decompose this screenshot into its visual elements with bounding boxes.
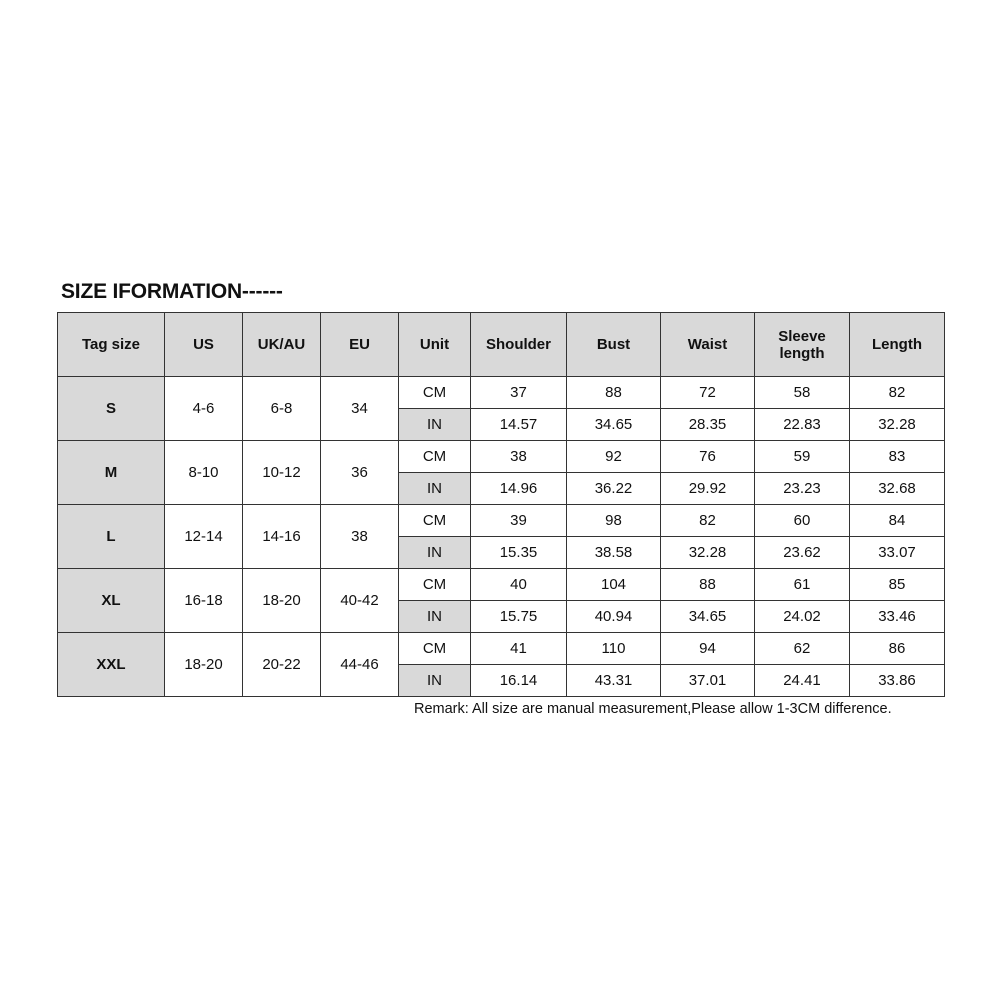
shoulder-cell: 15.75 (471, 601, 567, 633)
waist-cell: 28.35 (661, 409, 755, 441)
length-cell: 33.07 (850, 537, 945, 569)
bust-cell: 92 (567, 441, 661, 473)
length-cell: 83 (850, 441, 945, 473)
header-sleeve-length: Sleeve length (755, 313, 850, 377)
header-us: US (165, 313, 243, 377)
waist-cell: 82 (661, 505, 755, 537)
unit-cell: IN (399, 409, 471, 441)
waist-cell: 72 (661, 377, 755, 409)
uk-au-cell: 10-12 (243, 441, 321, 505)
unit-cell: IN (399, 473, 471, 505)
length-cell: 84 (850, 505, 945, 537)
bust-cell: 43.31 (567, 665, 661, 697)
length-cell: 82 (850, 377, 945, 409)
unit-cell: CM (399, 505, 471, 537)
eu-cell: 34 (321, 377, 399, 441)
eu-cell: 36 (321, 441, 399, 505)
header-eu: EU (321, 313, 399, 377)
shoulder-cell: 40 (471, 569, 567, 601)
header-bust: Bust (567, 313, 661, 377)
waist-cell: 88 (661, 569, 755, 601)
eu-cell: 40-42 (321, 569, 399, 633)
unit-cell: IN (399, 601, 471, 633)
page-title: SIZE IFORMATION------ (61, 280, 283, 303)
tag-size-cell: S (58, 377, 165, 441)
sleeve-cell: 61 (755, 569, 850, 601)
sleeve-cell: 62 (755, 633, 850, 665)
shoulder-cell: 14.96 (471, 473, 567, 505)
uk-au-cell: 6-8 (243, 377, 321, 441)
header-tag-size: Tag size (58, 313, 165, 377)
bust-cell: 110 (567, 633, 661, 665)
header-waist: Waist (661, 313, 755, 377)
tag-size-cell: XL (58, 569, 165, 633)
shoulder-cell: 14.57 (471, 409, 567, 441)
tag-size-cell: XXL (58, 633, 165, 697)
table-row (58, 377, 945, 409)
uk-au-cell: 18-20 (243, 569, 321, 633)
length-cell: 33.46 (850, 601, 945, 633)
shoulder-cell: 16.14 (471, 665, 567, 697)
unit-cell: CM (399, 441, 471, 473)
eu-cell: 38 (321, 505, 399, 569)
us-cell: 8-10 (165, 441, 243, 505)
waist-cell: 37.01 (661, 665, 755, 697)
bust-cell: 104 (567, 569, 661, 601)
uk-au-cell: 20-22 (243, 633, 321, 697)
us-cell: 18-20 (165, 633, 243, 697)
header-uk-au: UK/AU (243, 313, 321, 377)
bust-cell: 38.58 (567, 537, 661, 569)
waist-cell: 29.92 (661, 473, 755, 505)
sleeve-cell: 24.02 (755, 601, 850, 633)
bust-cell: 88 (567, 377, 661, 409)
unit-cell: IN (399, 537, 471, 569)
sleeve-cell: 24.41 (755, 665, 850, 697)
us-cell: 4-6 (165, 377, 243, 441)
us-cell: 12-14 (165, 505, 243, 569)
table-row (58, 569, 945, 601)
sleeve-cell: 59 (755, 441, 850, 473)
uk-au-cell: 14-16 (243, 505, 321, 569)
header-unit: Unit (399, 313, 471, 377)
sleeve-cell: 58 (755, 377, 850, 409)
remark-note: Remark: All size are manual measurement,Please allow 1-3CM difference. (414, 701, 892, 717)
table-row (58, 441, 945, 473)
bust-cell: 98 (567, 505, 661, 537)
header-row (58, 313, 945, 377)
length-cell: 32.68 (850, 473, 945, 505)
table-row (58, 505, 945, 537)
header-shoulder: Shoulder (471, 313, 567, 377)
shoulder-cell: 15.35 (471, 537, 567, 569)
bust-cell: 34.65 (567, 409, 661, 441)
length-cell: 86 (850, 633, 945, 665)
waist-cell: 76 (661, 441, 755, 473)
unit-cell: IN (399, 665, 471, 697)
shoulder-cell: 41 (471, 633, 567, 665)
unit-cell: CM (399, 377, 471, 409)
table-row (58, 633, 945, 665)
shoulder-cell: 39 (471, 505, 567, 537)
sleeve-cell: 60 (755, 505, 850, 537)
unit-cell: CM (399, 569, 471, 601)
header-length: Length (850, 313, 945, 377)
bust-cell: 36.22 (567, 473, 661, 505)
sleeve-cell: 23.23 (755, 473, 850, 505)
bust-cell: 40.94 (567, 601, 661, 633)
sleeve-cell: 22.83 (755, 409, 850, 441)
waist-cell: 32.28 (661, 537, 755, 569)
sleeve-cell: 23.62 (755, 537, 850, 569)
length-cell: 33.86 (850, 665, 945, 697)
unit-cell: CM (399, 633, 471, 665)
tag-size-cell: M (58, 441, 165, 505)
us-cell: 16-18 (165, 569, 243, 633)
waist-cell: 34.65 (661, 601, 755, 633)
shoulder-cell: 38 (471, 441, 567, 473)
size-table (57, 312, 945, 697)
eu-cell: 44-46 (321, 633, 399, 697)
length-cell: 85 (850, 569, 945, 601)
length-cell: 32.28 (850, 409, 945, 441)
shoulder-cell: 37 (471, 377, 567, 409)
tag-size-cell: L (58, 505, 165, 569)
waist-cell: 94 (661, 633, 755, 665)
